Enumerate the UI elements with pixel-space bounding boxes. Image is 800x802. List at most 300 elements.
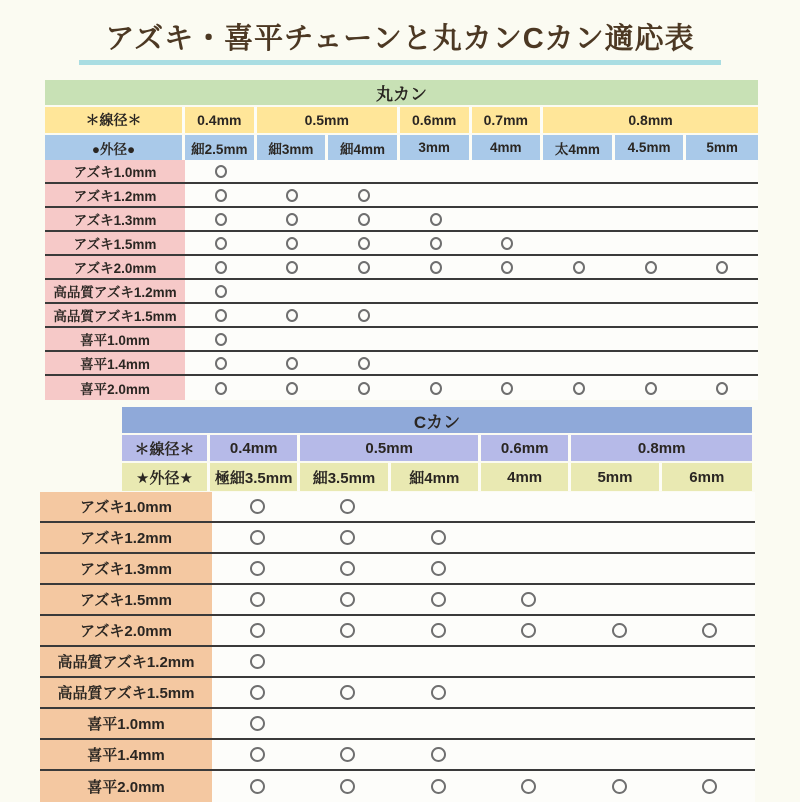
page-title: アズキ・喜平チェーンと丸カンCカン適応表 <box>79 16 720 65</box>
circle-mark-icon <box>286 357 298 370</box>
mark-slots <box>185 376 758 400</box>
mark-slots <box>212 678 755 707</box>
circle-mark-icon <box>358 261 370 274</box>
circle-mark-icon <box>340 623 355 638</box>
mark-cell <box>574 554 665 583</box>
mark-cell <box>484 740 575 769</box>
mark-cell <box>257 232 329 254</box>
mark-cell <box>472 280 544 302</box>
mark-slots <box>185 328 758 350</box>
circle-mark-icon <box>286 309 298 322</box>
mark-cell <box>212 585 303 614</box>
mark-cell <box>665 492 756 521</box>
circle-mark-icon <box>716 382 728 395</box>
mark-cell <box>393 523 484 552</box>
circle-mark-icon <box>612 779 627 794</box>
table-header-bar: 丸カン <box>45 80 758 105</box>
title-area <box>0 16 800 65</box>
mark-cell <box>615 280 687 302</box>
mark-cell <box>185 352 257 374</box>
circle-mark-icon <box>215 213 227 226</box>
mark-cell <box>212 523 303 552</box>
table-row <box>40 771 755 802</box>
mark-cell <box>212 740 303 769</box>
circle-mark-icon <box>702 623 717 638</box>
mark-cell <box>185 256 257 278</box>
circle-mark-icon <box>430 213 442 226</box>
mark-cell <box>574 492 665 521</box>
mark-cell <box>574 771 665 802</box>
mark-cell <box>543 160 615 182</box>
mark-cell <box>484 647 575 676</box>
mark-cell <box>543 232 615 254</box>
row-label: アズキ1.0mm <box>45 160 185 182</box>
outer-diameter-cell: 細4mm <box>391 463 481 491</box>
circle-mark-icon <box>430 237 442 250</box>
mark-slots <box>212 554 755 583</box>
outer-diameter-cell: 4.5mm <box>615 135 687 160</box>
mark-cell <box>303 492 394 521</box>
mark-slots <box>212 709 755 738</box>
mark-cell <box>574 709 665 738</box>
circle-mark-icon <box>250 561 265 576</box>
mark-cell <box>686 280 758 302</box>
circle-mark-icon <box>250 592 265 607</box>
table-row <box>40 585 755 616</box>
mark-slots <box>212 492 755 521</box>
circle-mark-icon <box>358 213 370 226</box>
mark-cell <box>303 740 394 769</box>
circle-mark-icon <box>215 382 227 395</box>
mark-slots <box>212 616 755 645</box>
table-header-bar: Cカン <box>122 407 752 433</box>
mark-cell <box>665 554 756 583</box>
mark-cell <box>185 376 257 400</box>
circle-mark-icon <box>215 285 227 298</box>
mark-cell <box>686 304 758 326</box>
mark-cell <box>686 352 758 374</box>
outer-diameter-cell: 細3mm <box>257 135 329 160</box>
outer-diameter-row <box>45 135 758 160</box>
mark-cell <box>212 771 303 802</box>
circle-mark-icon <box>286 382 298 395</box>
mark-cell <box>615 352 687 374</box>
mark-cell <box>543 208 615 230</box>
mark-cell <box>185 328 257 350</box>
mark-cell <box>400 280 472 302</box>
table-row <box>45 376 758 400</box>
mark-cell <box>472 256 544 278</box>
circle-mark-icon <box>250 499 265 514</box>
circle-mark-icon <box>250 623 265 638</box>
outer-diameter-label: ★外径★ <box>122 463 210 491</box>
circle-mark-icon <box>286 237 298 250</box>
mark-cell <box>257 328 329 350</box>
circle-mark-icon <box>501 382 513 395</box>
circle-mark-icon <box>612 623 627 638</box>
mark-cell <box>665 709 756 738</box>
row-label: 高品質アズキ1.2mm <box>45 280 185 302</box>
mark-cell <box>257 256 329 278</box>
circle-mark-icon <box>431 530 446 545</box>
table-row <box>45 256 758 280</box>
mark-cell <box>665 678 756 707</box>
mark-cell <box>303 647 394 676</box>
mark-cell <box>686 232 758 254</box>
table-row <box>45 304 758 328</box>
mark-cell <box>574 678 665 707</box>
circle-mark-icon <box>431 592 446 607</box>
mark-slots <box>185 160 758 182</box>
circle-mark-icon <box>250 530 265 545</box>
table-row <box>45 232 758 256</box>
outer-diameter-cell: 4mm <box>472 135 544 160</box>
table-row <box>45 208 758 232</box>
mark-cell <box>328 208 400 230</box>
circle-mark-icon <box>286 213 298 226</box>
mark-cell <box>257 352 329 374</box>
mark-cell <box>686 328 758 350</box>
outer-diameter-cell: 細4mm <box>328 135 400 160</box>
mark-cell <box>484 523 575 552</box>
table-row <box>45 160 758 184</box>
mark-cell <box>686 376 758 400</box>
table-row <box>45 184 758 208</box>
mark-cell <box>543 184 615 206</box>
mark-cell <box>400 376 472 400</box>
table-row <box>40 523 755 554</box>
circle-mark-icon <box>215 309 227 322</box>
mark-cell <box>665 647 756 676</box>
row-label: アズキ1.0mm <box>40 492 212 521</box>
circle-mark-icon <box>431 747 446 762</box>
wire-diameter-row <box>45 107 758 133</box>
ckan-table-header <box>122 407 752 493</box>
circle-mark-icon <box>250 654 265 669</box>
mark-cell <box>185 160 257 182</box>
wire-diameter-cell: 0.5mm <box>300 435 481 461</box>
row-label: 高品質アズキ1.5mm <box>40 678 212 707</box>
mark-cell <box>185 280 257 302</box>
mark-cell <box>303 709 394 738</box>
mark-cell <box>393 709 484 738</box>
row-label: アズキ1.3mm <box>45 208 185 230</box>
circle-mark-icon <box>250 779 265 794</box>
circle-mark-icon <box>340 592 355 607</box>
mark-cell <box>615 256 687 278</box>
mark-slots <box>212 647 755 676</box>
outer-diameter-cell: 太4mm <box>543 135 615 160</box>
wire-diameter-cell: 0.6mm <box>481 435 571 461</box>
mark-cell <box>484 492 575 521</box>
mark-cell <box>212 554 303 583</box>
circle-mark-icon <box>340 747 355 762</box>
circle-mark-icon <box>340 685 355 700</box>
mark-cell <box>472 232 544 254</box>
mark-cell <box>303 523 394 552</box>
row-label: アズキ2.0mm <box>40 616 212 645</box>
mark-cell <box>615 160 687 182</box>
mark-cell <box>472 160 544 182</box>
mark-cell <box>615 208 687 230</box>
circle-mark-icon <box>501 261 513 274</box>
mark-cell <box>212 616 303 645</box>
outer-diameter-cell: 細3.5mm <box>300 463 390 491</box>
table-row <box>40 492 755 523</box>
outer-diameter-cell: 6mm <box>662 463 752 491</box>
mark-cell <box>257 376 329 400</box>
mark-cell <box>400 184 472 206</box>
mark-cell <box>185 184 257 206</box>
mark-cell <box>328 280 400 302</box>
mark-cell <box>615 376 687 400</box>
mark-cell <box>665 616 756 645</box>
mark-cell <box>393 492 484 521</box>
circle-mark-icon <box>431 623 446 638</box>
circle-mark-icon <box>286 261 298 274</box>
mark-cell <box>400 256 472 278</box>
mark-cell <box>328 232 400 254</box>
outer-diameter-cells <box>185 135 758 160</box>
mark-cell <box>393 678 484 707</box>
circle-mark-icon <box>340 530 355 545</box>
outer-diameter-label: ●外径● <box>45 135 185 160</box>
mark-slots <box>212 585 755 614</box>
mark-cell <box>328 160 400 182</box>
row-label: アズキ1.5mm <box>40 585 212 614</box>
mark-slots <box>185 256 758 278</box>
mark-cell <box>328 352 400 374</box>
outer-diameter-cell: 5mm <box>571 463 661 491</box>
circle-mark-icon <box>521 779 536 794</box>
wire-diameter-cells <box>185 107 758 133</box>
circle-mark-icon <box>250 716 265 731</box>
mark-cell <box>212 678 303 707</box>
mark-cell <box>257 160 329 182</box>
mark-cell <box>472 184 544 206</box>
marukan-table-rows <box>45 160 758 400</box>
circle-mark-icon <box>645 261 657 274</box>
mark-slots <box>185 232 758 254</box>
wire-diameter-label: ＊線径＊ <box>45 107 185 133</box>
circle-mark-icon <box>358 237 370 250</box>
mark-cell <box>686 160 758 182</box>
row-label: 喜平1.4mm <box>40 740 212 769</box>
mark-cell <box>615 304 687 326</box>
mark-cell <box>472 208 544 230</box>
circle-mark-icon <box>340 561 355 576</box>
mark-slots <box>212 771 755 802</box>
circle-mark-icon <box>431 685 446 700</box>
mark-cell <box>543 280 615 302</box>
wire-diameter-cell: 0.5mm <box>257 107 400 133</box>
mark-cell <box>257 280 329 302</box>
mark-cell <box>303 678 394 707</box>
circle-mark-icon <box>340 779 355 794</box>
mark-cell <box>393 771 484 802</box>
circle-mark-icon <box>521 592 536 607</box>
mark-cell <box>574 647 665 676</box>
mark-cell <box>400 304 472 326</box>
circle-mark-icon <box>215 189 227 202</box>
mark-cell <box>574 585 665 614</box>
mark-cell <box>686 256 758 278</box>
mark-cell <box>574 523 665 552</box>
wire-diameter-cell: 0.4mm <box>185 107 257 133</box>
marukan-table-header <box>45 80 758 162</box>
wire-diameter-cell: 0.8mm <box>543 107 758 133</box>
circle-mark-icon <box>716 261 728 274</box>
mark-cell <box>484 678 575 707</box>
circle-mark-icon <box>250 685 265 700</box>
mark-cell <box>484 616 575 645</box>
outer-diameter-cell: 3mm <box>400 135 472 160</box>
mark-cell <box>574 616 665 645</box>
wire-diameter-cell: 0.4mm <box>210 435 300 461</box>
mark-cell <box>212 709 303 738</box>
circle-mark-icon <box>215 237 227 250</box>
mark-cell <box>185 208 257 230</box>
row-label: 高品質アズキ1.2mm <box>40 647 212 676</box>
circle-mark-icon <box>250 747 265 762</box>
mark-cell <box>686 184 758 206</box>
mark-cell <box>686 208 758 230</box>
mark-cell <box>543 328 615 350</box>
row-label: 喜平1.0mm <box>40 709 212 738</box>
outer-diameter-row <box>122 463 752 491</box>
wire-diameter-cell: 0.8mm <box>571 435 752 461</box>
circle-mark-icon <box>340 499 355 514</box>
circle-mark-icon <box>573 261 585 274</box>
mark-cell <box>484 771 575 802</box>
row-label: 喜平1.0mm <box>45 328 185 350</box>
circle-mark-icon <box>358 357 370 370</box>
mark-cell <box>472 304 544 326</box>
mark-cell <box>328 184 400 206</box>
row-label: 喜平2.0mm <box>40 771 212 802</box>
table-row <box>40 554 755 585</box>
mark-cell <box>393 554 484 583</box>
mark-cell <box>472 352 544 374</box>
row-label: アズキ1.5mm <box>45 232 185 254</box>
mark-cell <box>665 523 756 552</box>
circle-mark-icon <box>501 237 513 250</box>
mark-cell <box>185 304 257 326</box>
circle-mark-icon <box>286 189 298 202</box>
circle-mark-icon <box>521 623 536 638</box>
mark-cell <box>212 647 303 676</box>
mark-cell <box>257 304 329 326</box>
circle-mark-icon <box>215 261 227 274</box>
mark-cell <box>185 232 257 254</box>
mark-cell <box>400 352 472 374</box>
circle-mark-icon <box>358 189 370 202</box>
circle-mark-icon <box>573 382 585 395</box>
row-label: 高品質アズキ1.5mm <box>45 304 185 326</box>
table-row <box>45 280 758 304</box>
mark-cell <box>484 554 575 583</box>
wire-diameter-label: ＊線径＊ <box>122 435 210 461</box>
mark-cell <box>400 160 472 182</box>
mark-cell <box>328 256 400 278</box>
table-row <box>45 328 758 352</box>
circle-mark-icon <box>431 561 446 576</box>
circle-mark-icon <box>215 357 227 370</box>
mark-cell <box>328 304 400 326</box>
circle-mark-icon <box>645 382 657 395</box>
outer-diameter-cell: 極細3.5mm <box>210 463 300 491</box>
wire-diameter-row <box>122 435 752 461</box>
mark-slots <box>185 304 758 326</box>
outer-diameter-cell: 細2.5mm <box>185 135 257 160</box>
mark-cell <box>615 232 687 254</box>
mark-cell <box>393 647 484 676</box>
outer-diameter-cell: 4mm <box>481 463 571 491</box>
circle-mark-icon <box>430 382 442 395</box>
mark-cell <box>665 740 756 769</box>
mark-cell <box>393 585 484 614</box>
mark-cell <box>328 376 400 400</box>
ckan-table-rows <box>40 492 755 802</box>
mark-cell <box>303 585 394 614</box>
mark-slots <box>185 208 758 230</box>
table-row <box>40 740 755 771</box>
table-row <box>40 616 755 647</box>
mark-cell <box>328 328 400 350</box>
circle-mark-icon <box>215 333 227 346</box>
circle-mark-icon <box>215 165 227 178</box>
row-label: アズキ1.2mm <box>45 184 185 206</box>
table-row <box>40 678 755 709</box>
mark-slots <box>212 740 755 769</box>
mark-slots <box>212 523 755 552</box>
mark-cell <box>303 771 394 802</box>
row-label: 喜平1.4mm <box>45 352 185 374</box>
mark-cell <box>400 328 472 350</box>
wire-diameter-cell: 0.7mm <box>472 107 544 133</box>
wire-diameter-cell: 0.6mm <box>400 107 472 133</box>
mark-cell <box>665 585 756 614</box>
mark-cell <box>484 709 575 738</box>
mark-cell <box>615 184 687 206</box>
mark-cell <box>303 554 394 583</box>
mark-cell <box>400 208 472 230</box>
mark-slots <box>185 280 758 302</box>
row-label: アズキ1.2mm <box>40 523 212 552</box>
row-label: アズキ2.0mm <box>45 256 185 278</box>
mark-cell <box>400 232 472 254</box>
table-row <box>40 647 755 678</box>
circle-mark-icon <box>430 261 442 274</box>
circle-mark-icon <box>358 309 370 322</box>
outer-diameter-cells <box>210 463 752 491</box>
mark-slots <box>185 184 758 206</box>
circle-mark-icon <box>702 779 717 794</box>
mark-cell <box>303 616 394 645</box>
row-label: 喜平2.0mm <box>45 376 185 400</box>
table-row <box>40 709 755 740</box>
mark-cell <box>472 328 544 350</box>
mark-slots <box>185 352 758 374</box>
mark-cell <box>543 376 615 400</box>
row-label: アズキ1.3mm <box>40 554 212 583</box>
wire-diameter-cells <box>210 435 752 461</box>
mark-cell <box>393 740 484 769</box>
mark-cell <box>543 304 615 326</box>
mark-cell <box>543 256 615 278</box>
mark-cell <box>574 740 665 769</box>
mark-cell <box>615 328 687 350</box>
